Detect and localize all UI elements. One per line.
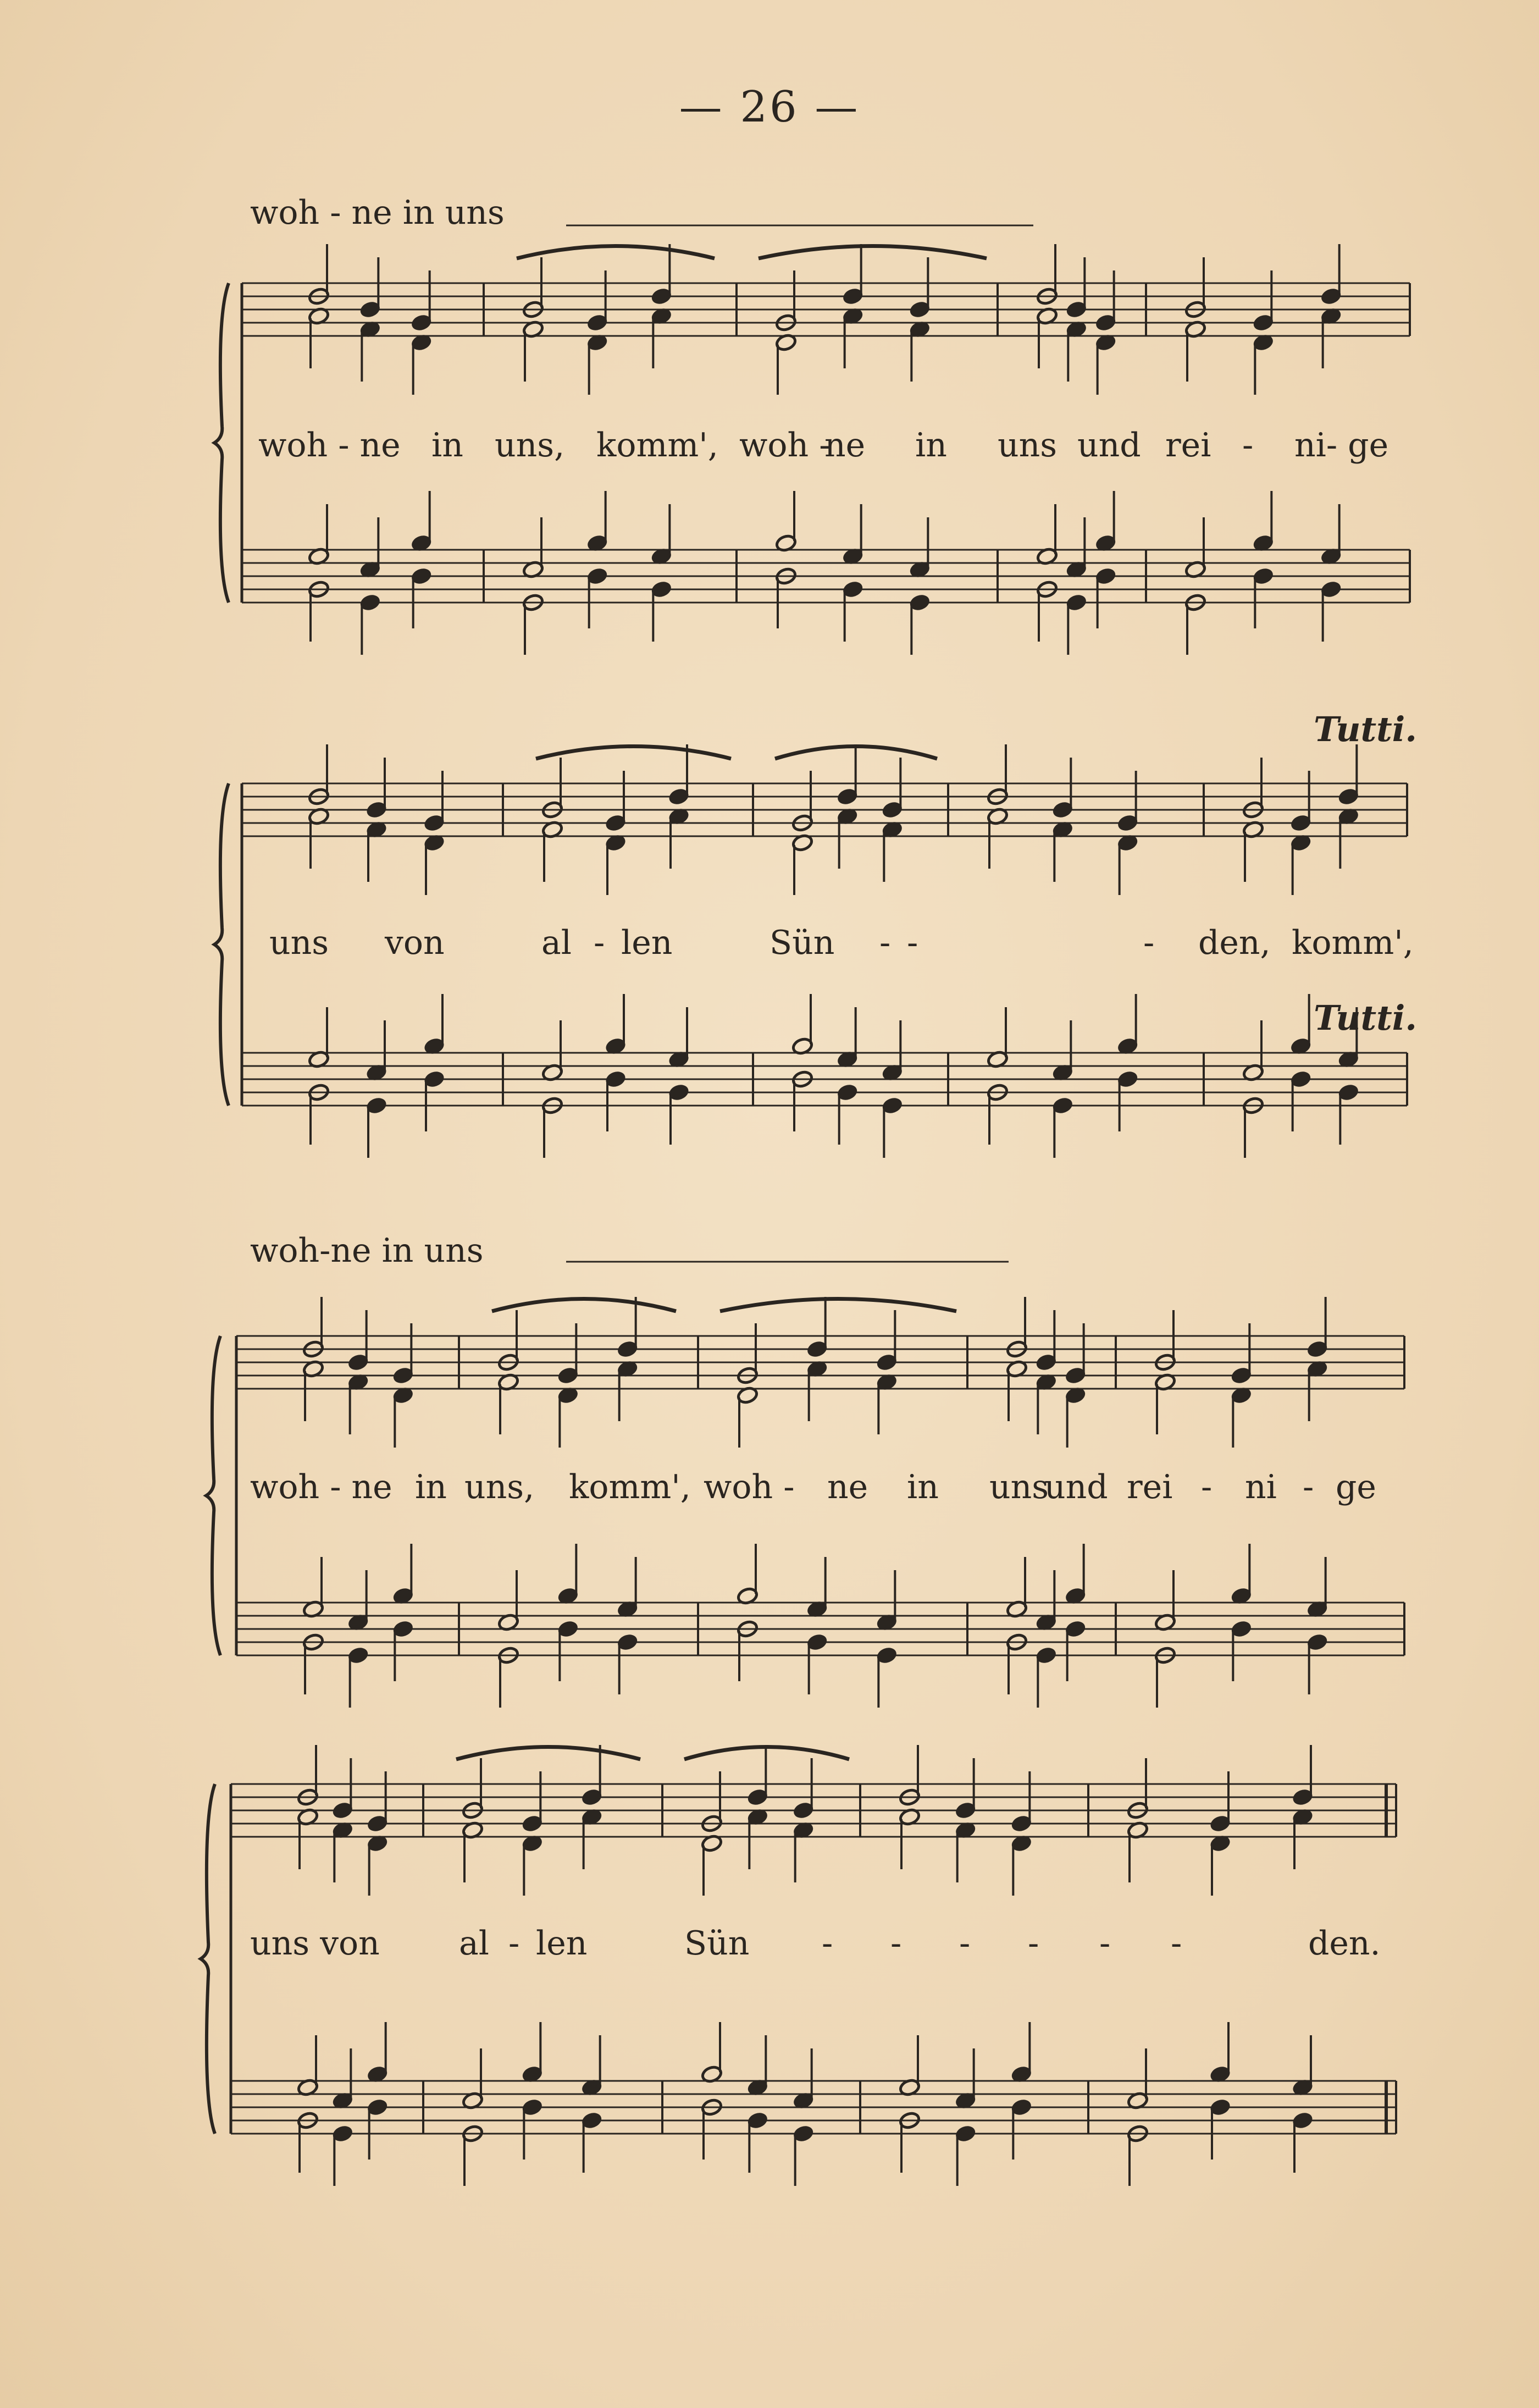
lyric-syllable: woh -: [739, 426, 831, 465]
lyric-syllable: ni: [1245, 1468, 1277, 1506]
lyric-above-system-1: woh - ne in uns: [250, 194, 505, 232]
lyric-syllable: und: [1044, 1468, 1108, 1506]
lyric-syllable: -: [1201, 1468, 1213, 1506]
lyric-syllable: -: [907, 924, 918, 962]
lyric-syllable: uns,: [464, 1468, 535, 1506]
lyric-syllable: komm',: [569, 1468, 691, 1506]
lyric-syllable: al: [459, 1924, 489, 1963]
slur: [456, 1747, 640, 1760]
lyric-syllable: den.: [1308, 1924, 1381, 1963]
slur: [536, 747, 731, 759]
lyric-syllable: -: [890, 1924, 902, 1963]
slur: [492, 1299, 676, 1312]
system-brace: [214, 283, 229, 603]
system-brace: [206, 1336, 220, 1655]
lyric-syllable: len: [621, 924, 673, 962]
tutti-marking-upper: Tutti.: [1314, 709, 1417, 749]
lyric-syllable: ge: [1336, 1468, 1376, 1506]
lyric-syllable: in: [915, 426, 947, 465]
slur: [759, 246, 987, 259]
lyric-syllable: den,: [1198, 924, 1271, 962]
system-brace: [201, 1784, 215, 2134]
page-number: — 26 —: [679, 82, 860, 132]
lyric-syllable: in: [907, 1468, 939, 1506]
lyric-syllable: ne: [824, 426, 866, 465]
lyric-syllable: uns: [998, 426, 1058, 465]
lyric-syllable: woh - ne: [258, 426, 401, 465]
lyric-syllable: -: [1303, 1468, 1314, 1506]
lyric-syllable: in: [431, 426, 463, 465]
lyric-syllable: -: [822, 1924, 833, 1963]
lyric-syllable: rei: [1127, 1468, 1173, 1506]
slur: [517, 246, 715, 259]
lyric-syllable: uns von: [250, 1924, 380, 1963]
slur: [720, 1299, 956, 1312]
lyric-syllable: von: [385, 924, 445, 962]
tutti-marking-lower: Tutti.: [1314, 998, 1417, 1038]
lyric-syllable: ne: [827, 1468, 868, 1506]
system-brace: [214, 783, 229, 1106]
lyric-syllable: -: [594, 924, 605, 962]
lyric-syllable: uns: [989, 1468, 1049, 1506]
lyric-syllable: -: [879, 924, 891, 962]
lyric-syllable: rei: [1165, 426, 1211, 465]
lyric-syllable: -: [1143, 924, 1155, 962]
lyric-syllable: -: [1171, 1924, 1182, 1963]
lyric-syllable: Sün: [684, 1924, 750, 1963]
lyric-syllable: -: [508, 1924, 520, 1963]
lyric-syllable: und: [1077, 426, 1141, 465]
lyric-syllable: -: [1242, 426, 1254, 465]
lyric-syllable: komm',: [596, 426, 718, 465]
lyric-syllable: uns,: [495, 426, 565, 465]
lyric-syllable: woh -: [704, 1468, 795, 1506]
lyric-syllable: len: [536, 1924, 588, 1963]
lyric-syllable: -: [959, 1924, 971, 1963]
lyric-syllable: in: [415, 1468, 447, 1506]
lyric-syllable: -: [1099, 1924, 1111, 1963]
lyric-above-system-3: woh-ne in uns: [250, 1231, 484, 1270]
lyric-syllable: woh - ne: [250, 1468, 392, 1506]
lyric-syllable: Sün: [769, 924, 835, 962]
lyric-syllable: komm',: [1292, 924, 1414, 962]
lyric-syllable: -: [1028, 1924, 1039, 1963]
lyric-syllable: al: [541, 924, 572, 962]
lyric-syllable: ni- ge: [1294, 426, 1389, 465]
lyric-syllable: uns: [269, 924, 329, 962]
